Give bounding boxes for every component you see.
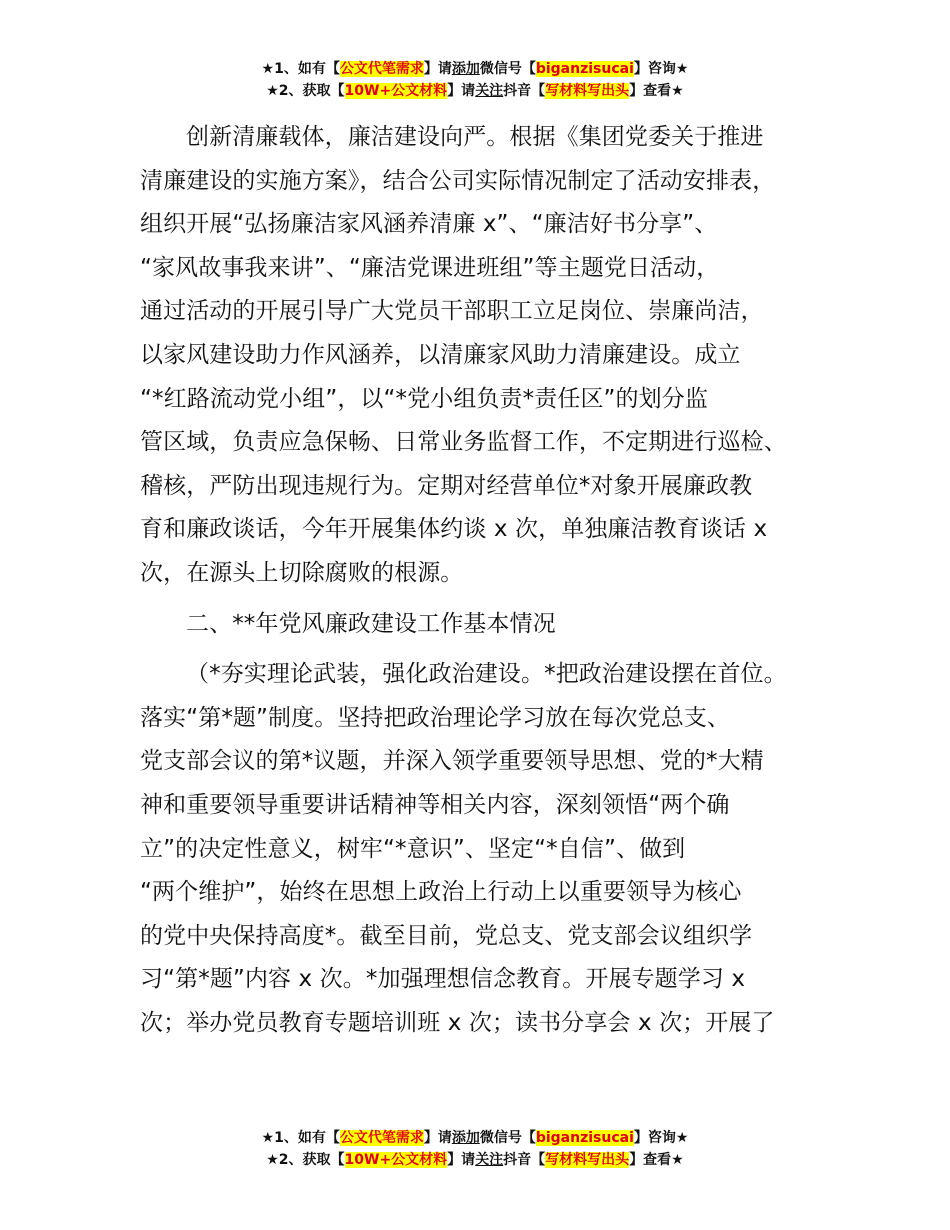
banner-text: 】咨询★ xyxy=(633,1130,689,1146)
banner-text: 微信号【 xyxy=(479,61,536,77)
body-line: 的党中央保持高度*。截至目前，党总支、党支部会议组织学 xyxy=(140,922,753,949)
banner-highlight: 公文代笔需求 xyxy=(339,1130,424,1146)
banner-line-2 xyxy=(0,1149,950,1171)
banner-highlight: biganzisucai xyxy=(535,61,634,77)
banner-text: ★2、获取【 xyxy=(266,1152,345,1168)
banner-text: 】请 xyxy=(447,1152,476,1168)
banner-text: 】请 xyxy=(423,61,452,77)
body-line: 稽核，严防出现违规行为。定期对经营单位*对象开展廉政教 xyxy=(140,472,753,499)
body-line: “两个维护”，始终在思想上政治上行动上以重要领导为核心 xyxy=(140,879,742,906)
banner-line-2 xyxy=(0,80,950,102)
banner-highlight: 写材料写出头 xyxy=(545,1152,630,1168)
body-line: 次；举办党员教育专题培训班 x 次；读书分享会 x 次；开展了 xyxy=(140,1009,775,1036)
banner-text: ★1、如有【 xyxy=(261,61,340,77)
banner-text: 】查看★ xyxy=(629,1152,684,1168)
banner-text: 】请 xyxy=(423,1130,452,1146)
body-line: 次，在源头上切除腐败的根源。 xyxy=(140,559,464,586)
banner-underlined: 添加 xyxy=(451,61,480,77)
banner-text: 】请 xyxy=(447,83,476,99)
body-line: “家风故事我来讲”、“廉洁党课进班组”等主题党日活动， xyxy=(140,254,720,281)
body-line: 立”的决定性意义，树牢“*意识”、坚定“*自信”、做到 xyxy=(140,835,686,862)
body-line: 落实“第*题”制度。坚持把政治理论学习放在每次党总支、 xyxy=(140,704,731,731)
banner-text: 】查看★ xyxy=(629,83,684,99)
body-line: “*红路流动党小组”，以“*党小组负责*责任区”的划分监 xyxy=(140,385,708,412)
banner-highlight: biganzisucai xyxy=(535,1130,634,1146)
banner-highlight: 公文代笔需求 xyxy=(339,61,424,77)
banner-highlight: 10W+公文材料 xyxy=(344,83,448,99)
banner-underlined: 关注 xyxy=(475,83,504,99)
body-line: 育和廉政谈话，今年开展集体约谈 x 次，单独廉洁教育谈话 x xyxy=(140,516,768,543)
footer-banner xyxy=(0,1127,950,1171)
banner-highlight: 10W+公文材料 xyxy=(344,1152,448,1168)
body-line: 神和重要领导重要讲话精神等相关内容，深刻领悟“两个确 xyxy=(140,791,730,818)
body-line: 通过活动的开展引导广大党员干部职工立足岗位、崇廉尚洁， xyxy=(140,298,764,325)
body-line: 管区域，负责应急保畅、日常业务监督工作，不定期进行巡检、 xyxy=(140,429,787,456)
body-line: 党支部会议的第*议题，并深入领学重要领导思想、党的*大精 xyxy=(140,748,764,775)
banner-line-1 xyxy=(0,58,950,80)
banner-text: ★1、如有【 xyxy=(261,1130,340,1146)
banner-highlight: 写材料写出头 xyxy=(545,83,630,99)
body-line: 以家风建设助力作风涵养，以清廉家风助力清廉建设。成立 xyxy=(140,341,741,368)
banner-text: 】咨询★ xyxy=(633,61,689,77)
banner-text: ★2、获取【 xyxy=(266,83,345,99)
section-heading: 二、**年党风廉政建设工作基本情况 xyxy=(186,610,556,637)
body-line: 组织开展“弘扬廉洁家风涵养清廉 x”、“廉洁好书分享”、 xyxy=(140,211,718,238)
banner-underlined: 关注 xyxy=(475,1152,504,1168)
banner-underlined: 添加 xyxy=(451,1130,480,1146)
document-body xyxy=(140,116,820,1045)
body-line: 习“第*题”内容 x 次。*加强理想信念教育。开展专题学习 x xyxy=(140,966,746,993)
body-line: （*夯实理论武装，强化政治建设。*把政治建设摆在首位。 xyxy=(186,661,787,688)
body-line: 清廉建设的实施方案》，结合公司实际情况制定了活动安排表， xyxy=(140,167,776,194)
header-banner xyxy=(0,58,950,102)
body-line: 创新清廉载体，廉洁建设向严。根据《集团党委关于推进 xyxy=(186,124,764,150)
banner-text: 抖音【 xyxy=(503,83,546,99)
banner-text: 抖音【 xyxy=(503,1152,546,1168)
banner-text: 微信号【 xyxy=(479,1130,536,1146)
banner-line-1 xyxy=(0,1127,950,1149)
